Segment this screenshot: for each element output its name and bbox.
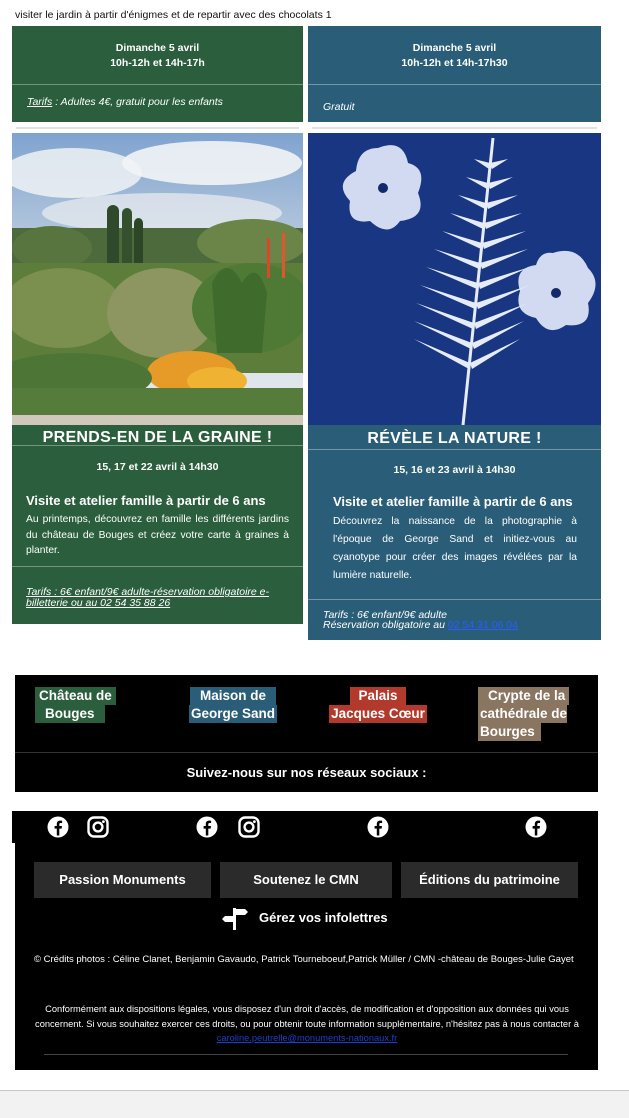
page-bottom-border [0, 1090, 629, 1091]
manage-newsletters-link[interactable]: Gérez vos infolettres [259, 910, 388, 925]
monument-crypte-line1: Crypte de la [478, 687, 569, 705]
left-info-card [12, 26, 303, 122]
instagram-icon[interactable] [238, 816, 260, 838]
event-nature-divider-top [308, 449, 601, 450]
monument-crypte-link[interactable] [478, 687, 574, 741]
monuments-divider [15, 752, 598, 753]
monument-bouges-line2: Bouges [35, 705, 105, 723]
intro-text: visiter le jardin à partir d'énigmes et de repartir avec des chocolats 1 [15, 9, 332, 21]
left-card-underline [16, 127, 299, 129]
event-nature-phone-link[interactable]: 02 54 31 06 04 [447, 619, 518, 631]
event-graine-tarif-line1: Tarifs : 6€ enfant/9€ adulte-réservation obligatoire e- [26, 586, 270, 598]
event-card-graine [12, 425, 303, 624]
footer-divider [44, 1054, 568, 1055]
photo-credits: © Crédits photos : Céline Clanet, Benjamin Gavaudo, Patrick Tourneboeuf,Patrick Müller / CMN -château de Bouges-Julie Gayet [34, 954, 574, 965]
event-nature-divider-bottom [308, 599, 601, 600]
event-nature-tarif-line2 [323, 620, 593, 630]
editions-patrimoine-button[interactable]: Éditions du patrimoine [401, 862, 578, 898]
event-nature-tarif-line1: Tarifs : 6€ enfant/9€ adulte [323, 609, 447, 621]
monuments-band [15, 675, 598, 792]
facebook-icon[interactable] [47, 816, 69, 838]
cyanotype-photo [308, 133, 601, 425]
left-card-date [12, 41, 303, 71]
legal-notice-text: Conformément aux dispositions légales, vous disposez d'un droit d'accès, de modification et d'opposition aux données qui vous concernent. Si vous souhaitez exercer ces droits, ou pour obtenir toute information supplémentaire, n'hésitez pas à nous contacter à [35, 1004, 579, 1029]
event-nature-tarif-prefix: Réservation obligatoire au [323, 619, 448, 631]
monument-george-sand-line1: Maison de [190, 687, 276, 705]
event-nature-heading: Visite et atelier famille à partir de 6 ans [333, 494, 573, 509]
right-info-card [308, 26, 601, 122]
monument-jacques-coeur-link[interactable] [322, 687, 434, 723]
left-card-tarif-label: Tarifs [27, 96, 53, 108]
event-nature-dates: 15, 16 et 23 avril à 14h30 [393, 464, 516, 476]
instagram-icon[interactable] [87, 816, 109, 838]
right-card-underline [312, 127, 597, 129]
soutenez-cmn-button[interactable]: Soutenez le CMN [220, 862, 392, 898]
social-title: Suivez-nous sur nos réseaux sociaux : [186, 765, 427, 780]
facebook-icon[interactable] [196, 816, 218, 838]
monument-bouges-link[interactable] [35, 687, 123, 723]
monument-jacques-coeur-line1: Palais [350, 687, 405, 705]
event-nature-tarif [323, 610, 593, 630]
event-graine-tarif-line2: billetterie ou au 02 54 35 88 26 [26, 597, 171, 609]
right-card-hours: 10h-12h et 14h-17h30 [401, 57, 508, 69]
event-card-nature [308, 425, 601, 640]
event-graine-description: Au printemps, découvrez en famille les différents jardins du château de Bouges et créez votre carte à graines à planter. [26, 514, 289, 556]
legal-notice [34, 1002, 580, 1046]
left-card-tarif-text: : Adultes 4€, gratuit pour les enfants [52, 96, 223, 108]
monument-crypte-line2: cathédrale de [480, 706, 568, 721]
right-card-tarif: Gratuit [323, 101, 355, 113]
right-card-day: Dimanche 5 avril [412, 42, 497, 54]
event-graine-divider-bottom [12, 566, 303, 567]
right-card-divider [308, 84, 601, 85]
event-graine-title: PRENDS-EN DE LA GRAINE ! [42, 429, 273, 446]
left-card-tarif [27, 96, 223, 108]
facebook-icon[interactable] [525, 816, 547, 838]
event-graine-dates: 15, 17 et 22 avril à 14h30 [96, 461, 219, 473]
monument-bouges-line1: Château de [35, 687, 116, 705]
passion-monuments-button[interactable]: Passion Monuments [34, 862, 211, 898]
contact-email-link[interactable]: caroline.peutrelle@monuments-nationaux.fr [216, 1033, 398, 1043]
event-nature-title: RÉVÈLE LA NATURE ! [367, 430, 542, 447]
monument-george-sand-line2: George Sand [190, 706, 276, 721]
event-nature-description: Découvrez la naissance de la photographie à l'époque de George Sand et initiez-vous au cyanotype pour créer des images révélées par la lumière naturelle. [333, 516, 577, 581]
left-card-hours: 10h-12h et 14h-17h [110, 57, 205, 69]
garden-photo [12, 133, 303, 425]
monument-crypte-line3: Bourges [478, 723, 541, 741]
signpost-icon [222, 906, 248, 930]
event-graine-tarif [26, 587, 296, 609]
facebook-icon[interactable] [367, 816, 389, 838]
monument-jacques-coeur-line2: Jacques Cœur [331, 706, 425, 721]
right-card-date [308, 41, 601, 71]
event-graine-heading: Visite et atelier famille à partir de 6 ans [26, 493, 266, 508]
left-card-day: Dimanche 5 avril [115, 42, 200, 54]
monument-george-sand-link[interactable] [178, 687, 288, 723]
left-card-divider [12, 84, 303, 85]
event-graine-divider-top [12, 445, 303, 446]
